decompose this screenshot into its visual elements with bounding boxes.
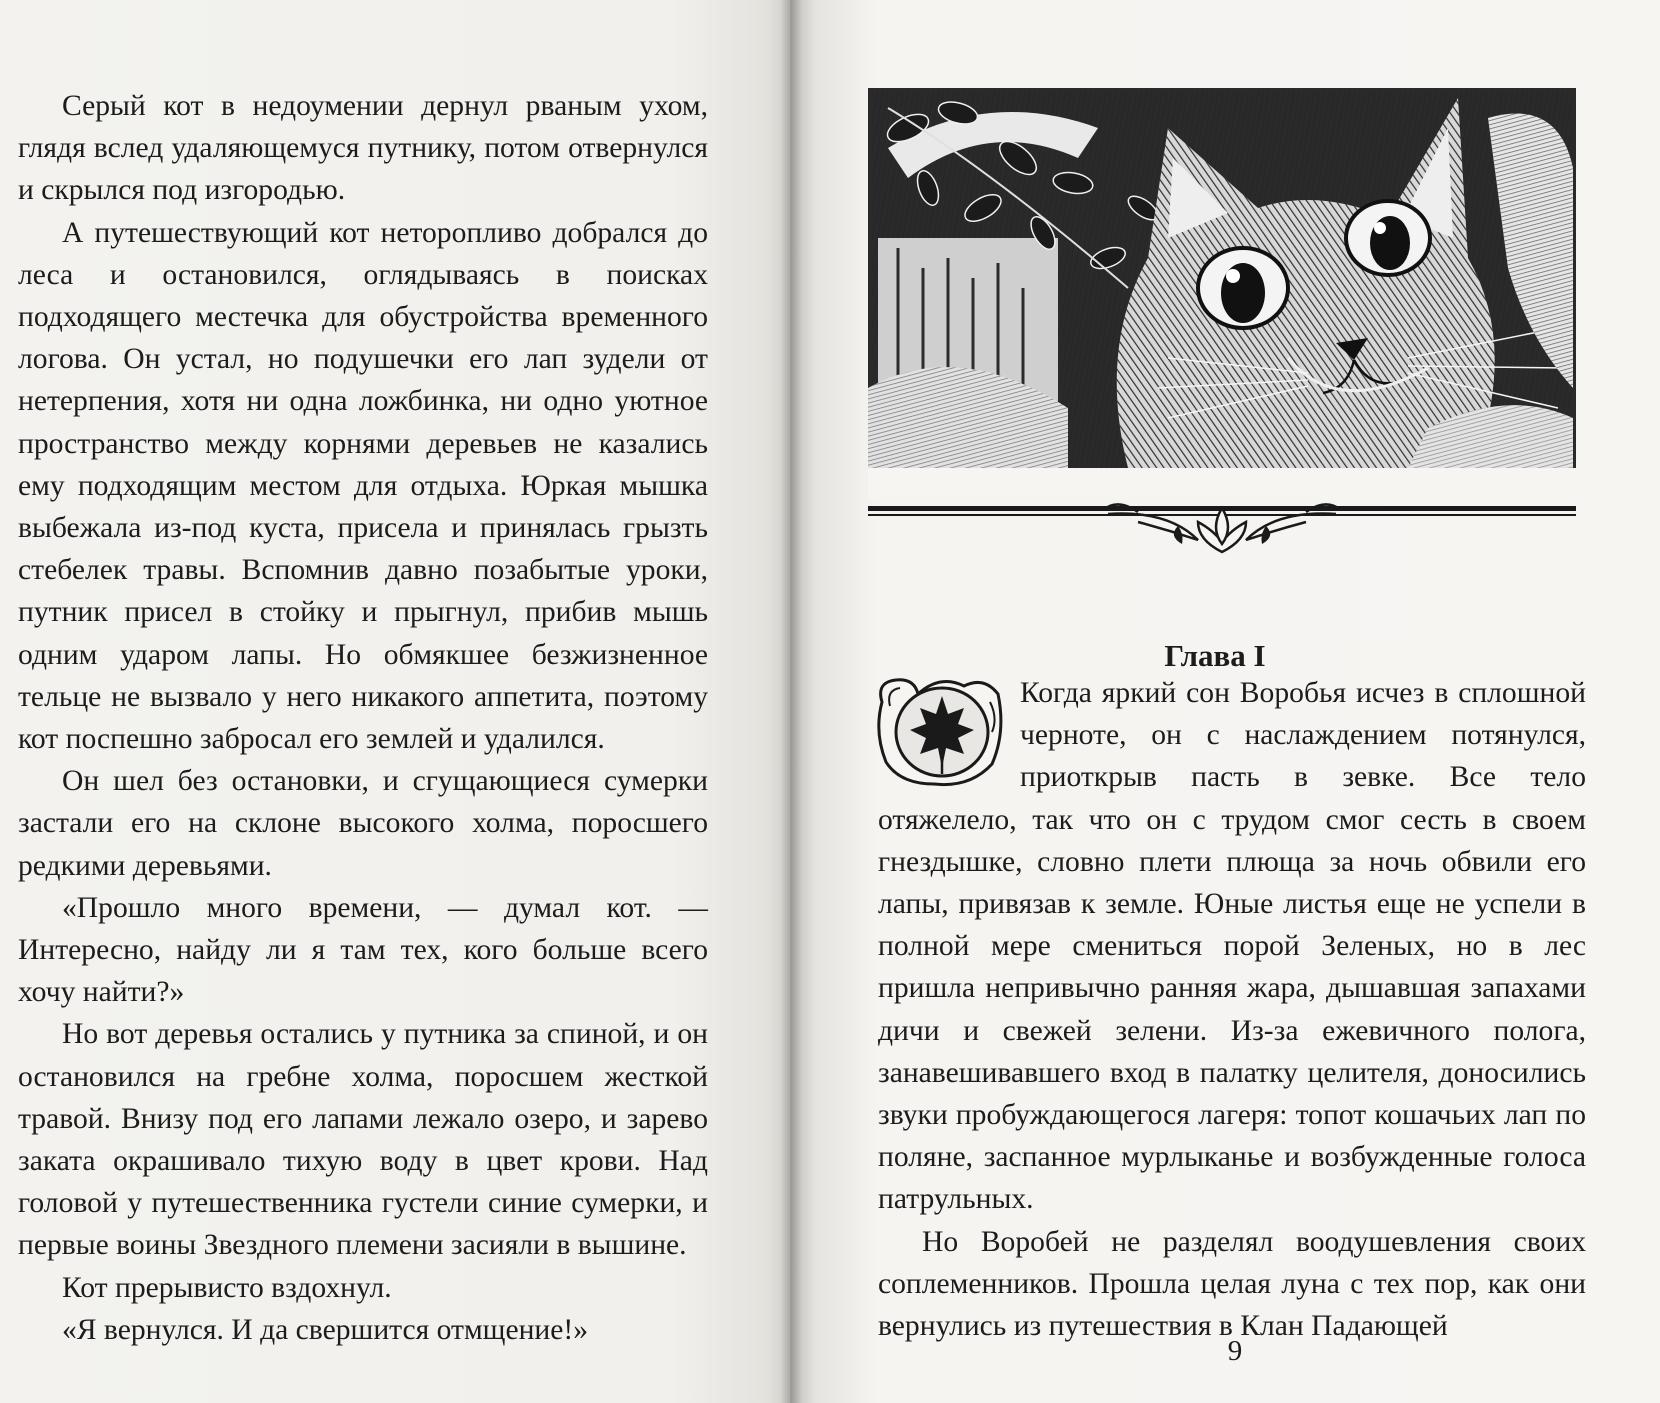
left-paragraph: Кот прерывисто вздохнул.: [62, 1271, 392, 1304]
left-paragraph: Он шел без остановки, и сгущающиеся сумерки застали его на склоне высокого холма, поросшего редкими деревьями.: [18, 765, 708, 882]
drop-cap-ornament: [874, 672, 1014, 796]
maple-leaf-icon: [874, 672, 1006, 790]
left-paragraph: А путешествующий кот неторопливо добрался до леса и остановился, оглядываясь в поисках подходящего местечка для обустройства временного логова. Он устал, но подушечки его лап зудели от нетерпения, хотя ни одна ложбинка, ни одно уютное пространство между корнями деревьев не казались ему подходящим местом для отдыха. Юркая мышка выбежала из-под куста, присела и принялась грызть стебелек травы. Вспомнив давно позабытые уроки, путник присел в стойку и прыгнул, прибив мышь одним ударом лапы. Но обмякшее безжизненное тельце не вызвало у него никакого аппетита, поэтому кот поспешно забросал его землей и удалился.: [18, 216, 708, 756]
right-page-text: [878, 672, 1586, 1347]
right-paragraph: Когда яркий сон Воробья исчез в сплошной черноте, он с наслаждением потянулся, приоткрыв пасть в зевке. Все тело отяжелело, так что он с трудом смог сесть в своем гнездышке, словно плети плюща за ночь обвили его лапы, привязав к земле. Юные листья еще не успели в полной мере смениться порой Зеленых, но в лес пришла непривычно ранняя жара, дышавшая запахами дичи и свежей зелени. Из-за ежевичного полога, занавешивавшего вход в палатку целителя, доносились звуки пробуждающегося лагеря: топот кошачьих лап по поляне, заспанное мурлыканье и возбужденные голоса патрульных.: [878, 677, 1586, 1216]
page-number: 9: [1227, 1335, 1243, 1367]
chapter-divider-ornament: [868, 500, 1576, 562]
left-page: [0, 0, 790, 1403]
chapter-title: Глава I: [1164, 638, 1266, 673]
left-paragraph: «Прошло много времени, — думал кот. — Интересно, найду ли я там тех, кого больше всего хочу найти?»: [18, 891, 708, 1009]
left-page-text: [18, 85, 708, 1351]
right-paragraph: Но Воробей не разделял воодушевления своих соплеменников. Прошла целая луна с тех пор, как они вернулись из путешествия в Клан Падающей: [878, 1225, 1586, 1343]
left-paragraph: «Я вернулся. И да свершится отмщение!»: [62, 1313, 589, 1346]
left-paragraph: Серый кот в недоумении дернул рваным ухом, глядя вслед удаляющемуся путнику, потом отвернулся и скрылся под изгородью.: [18, 90, 708, 207]
book-gutter: [780, 0, 802, 1403]
chapter-illustration: [868, 88, 1576, 498]
left-paragraph: Но вот деревья остались у путника за спиной, и он остановился на гребне холма, поросшем жесткой травой. Внизу под его лапами лежало озеро, и зарево заката окрашивало тихую воду в цвет крови. Над головой у путешественника густели синие сумерки, и первые воины Звездного племени засияли в вышине.: [18, 1018, 708, 1262]
